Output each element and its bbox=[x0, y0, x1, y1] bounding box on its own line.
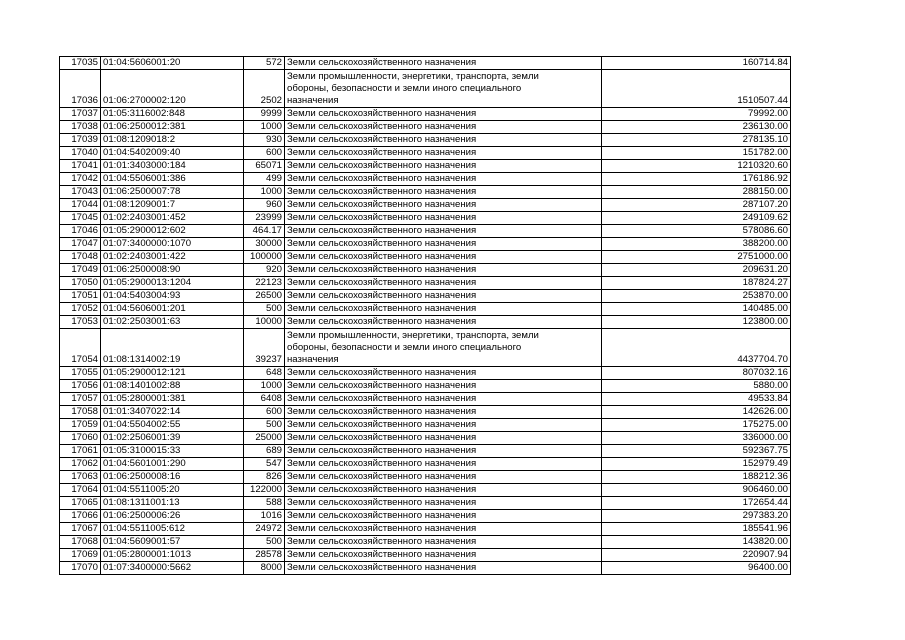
table-row bbox=[60, 290, 791, 303]
area-cell: 572 bbox=[244, 57, 285, 70]
land-category-text: Земли сельскохозяйственного назначения bbox=[287, 316, 477, 327]
cadastral-value-cell: 388200.00 bbox=[602, 238, 791, 251]
land-category-text: Земли сельскохозяйственного назначения bbox=[287, 212, 477, 223]
table-row bbox=[60, 238, 791, 251]
cadastral-value-cell: 188212.36 bbox=[602, 471, 791, 484]
cadastral-value-cell: 906460.00 bbox=[602, 484, 791, 497]
cadastral-value-cell: 253870.00 bbox=[602, 290, 791, 303]
land-category-cell bbox=[285, 484, 602, 497]
cadastral-number-cell: 01:05:2900012:602 bbox=[101, 225, 244, 238]
cadastral-number-cell: 01:04:5402009:40 bbox=[101, 147, 244, 160]
area-cell: 1000 bbox=[244, 380, 285, 393]
land-category-cell bbox=[285, 225, 602, 238]
table-row bbox=[60, 225, 791, 238]
cadastral-number-cell: 01:05:2900012:121 bbox=[101, 367, 244, 380]
table-row bbox=[60, 445, 791, 458]
table-row bbox=[60, 497, 791, 510]
cadastral-value-cell: 592367.75 bbox=[602, 445, 791, 458]
land-category-text: Земли сельскохозяйственного назначения bbox=[287, 419, 477, 430]
cadastral-number-cell: 01:08:1314002:19 bbox=[101, 329, 244, 367]
cadastral-number-cell: 01:02:2403001:452 bbox=[101, 212, 244, 225]
cadastral-number-cell: 01:01:3403000:184 bbox=[101, 160, 244, 173]
table-row bbox=[60, 510, 791, 523]
row-id-cell: 17051 bbox=[60, 290, 101, 303]
row-id-cell: 17035 bbox=[60, 57, 101, 70]
row-id-cell: 17038 bbox=[60, 121, 101, 134]
row-id-cell: 17066 bbox=[60, 510, 101, 523]
area-cell: 500 bbox=[244, 303, 285, 316]
row-id-cell: 17053 bbox=[60, 316, 101, 329]
table-row bbox=[60, 134, 791, 147]
table-row bbox=[60, 121, 791, 134]
cadastral-number-cell: 01:06:2500008:90 bbox=[101, 264, 244, 277]
land-category-text: Земли сельскохозяйственного назначения bbox=[287, 393, 477, 404]
area-cell: 24972 bbox=[244, 523, 285, 536]
land-category-text: Земли сельскохозяйственного назначения bbox=[287, 406, 477, 417]
land-category-text: Земли сельскохозяйственного назначения bbox=[287, 303, 477, 314]
land-category-cell bbox=[285, 121, 602, 134]
cadastral-number-cell: 01:05:2800001:381 bbox=[101, 393, 244, 406]
cadastral-value-cell: 209631.20 bbox=[602, 264, 791, 277]
land-category-text: Земли сельскохозяйственного назначения bbox=[287, 238, 477, 249]
land-category-cell bbox=[285, 303, 602, 316]
land-category-cell bbox=[285, 367, 602, 380]
land-category-cell bbox=[285, 510, 602, 523]
area-cell: 30000 bbox=[244, 238, 285, 251]
cadastral-value-cell: 578086.60 bbox=[602, 225, 791, 238]
land-category-text: Земли сельскохозяйственного назначения bbox=[287, 510, 477, 521]
table-row bbox=[60, 432, 791, 445]
land-category-text: назначения bbox=[287, 354, 339, 365]
land-category-text: Земли сельскохозяйственного назначения bbox=[287, 471, 477, 482]
cadastral-number-cell: 01:04:5511005:612 bbox=[101, 523, 244, 536]
cadastral-number-cell: 01:05:2800001:1013 bbox=[101, 549, 244, 562]
table-row bbox=[60, 199, 791, 212]
area-cell: 39237 bbox=[244, 329, 285, 367]
area-cell: 600 bbox=[244, 406, 285, 419]
row-id-cell: 17041 bbox=[60, 160, 101, 173]
land-category-cell bbox=[285, 549, 602, 562]
table-row bbox=[60, 367, 791, 380]
cadastral-value-cell: 4437704.70 bbox=[602, 329, 791, 367]
cadastral-value-cell: 143820.00 bbox=[602, 536, 791, 549]
area-cell: 122000 bbox=[244, 484, 285, 497]
table-row bbox=[60, 264, 791, 277]
cadastral-number-cell: 01:04:5606001:20 bbox=[101, 57, 244, 70]
area-cell: 1016 bbox=[244, 510, 285, 523]
land-category-text: Земли сельскохозяйственного назначения bbox=[287, 108, 477, 119]
land-category-text: Земли сельскохозяйственного назначения bbox=[287, 536, 477, 547]
land-category-text: Земли сельскохозяйственного назначения bbox=[287, 562, 477, 573]
area-cell: 600 bbox=[244, 147, 285, 160]
cadastral-number-cell: 01:06:2700002:120 bbox=[101, 70, 244, 108]
land-category-cell bbox=[285, 316, 602, 329]
cadastral-value-cell: 79992.00 bbox=[602, 108, 791, 121]
area-cell: 826 bbox=[244, 471, 285, 484]
cadastral-number-cell: 01:04:5609001:57 bbox=[101, 536, 244, 549]
cadastral-value-cell: 176186.92 bbox=[602, 173, 791, 186]
row-id-cell: 17069 bbox=[60, 549, 101, 562]
cadastral-value-cell: 1510507.44 bbox=[602, 70, 791, 108]
cadastral-number-cell: 01:04:5506001:386 bbox=[101, 173, 244, 186]
row-id-cell: 17065 bbox=[60, 497, 101, 510]
cadastral-value-cell: 185541.96 bbox=[602, 523, 791, 536]
area-cell: 930 bbox=[244, 134, 285, 147]
land-category-text: Земли сельскохозяйственного назначения bbox=[287, 186, 477, 197]
table-row bbox=[60, 549, 791, 562]
cadastral-number-cell: 01:08:1209001:7 bbox=[101, 199, 244, 212]
land-category-text: Земли сельскохозяйственного назначения bbox=[287, 432, 477, 443]
area-cell: 10000 bbox=[244, 316, 285, 329]
table-row bbox=[60, 70, 791, 108]
land-category-cell bbox=[285, 277, 602, 290]
table-row bbox=[60, 458, 791, 471]
row-id-cell: 17048 bbox=[60, 251, 101, 264]
table-row bbox=[60, 186, 791, 199]
row-id-cell: 17052 bbox=[60, 303, 101, 316]
area-cell: 920 bbox=[244, 264, 285, 277]
land-category-text: Земли промышленности, энергетики, транспорта, земли bbox=[287, 330, 539, 341]
row-id-cell: 17044 bbox=[60, 199, 101, 212]
row-id-cell: 17043 bbox=[60, 186, 101, 199]
land-category-cell bbox=[285, 562, 602, 575]
land-category-cell bbox=[285, 536, 602, 549]
cadastral-number-cell: 01:04:5504002:55 bbox=[101, 419, 244, 432]
row-id-cell: 17042 bbox=[60, 173, 101, 186]
land-category-text: обороны, безопасности и земли иного специального bbox=[287, 83, 522, 94]
land-category-text: Земли сельскохозяйственного назначения bbox=[287, 173, 477, 184]
cadastral-value-cell: 220907.94 bbox=[602, 549, 791, 562]
land-category-text: Земли сельскохозяйственного назначения bbox=[287, 484, 477, 495]
table-row bbox=[60, 380, 791, 393]
table-row bbox=[60, 484, 791, 497]
land-category-cell bbox=[285, 57, 602, 70]
area-cell: 499 bbox=[244, 173, 285, 186]
row-id-cell: 17064 bbox=[60, 484, 101, 497]
area-cell: 960 bbox=[244, 199, 285, 212]
row-id-cell: 17039 bbox=[60, 134, 101, 147]
land-category-cell bbox=[285, 329, 602, 367]
land-category-text: Земли сельскохозяйственного назначения bbox=[287, 160, 477, 171]
cadastral-value-cell: 152979.49 bbox=[602, 458, 791, 471]
area-cell: 547 bbox=[244, 458, 285, 471]
table-row bbox=[60, 419, 791, 432]
land-category-cell bbox=[285, 393, 602, 406]
cadastral-number-cell: 01:06:2500006:26 bbox=[101, 510, 244, 523]
area-cell: 500 bbox=[244, 536, 285, 549]
land-category-text: назначения bbox=[287, 95, 339, 106]
area-cell: 464.17 bbox=[244, 225, 285, 238]
land-category-cell bbox=[285, 212, 602, 225]
cadastral-value-cell: 2751000.00 bbox=[602, 251, 791, 264]
area-cell: 8000 bbox=[244, 562, 285, 575]
land-category-text: Земли сельскохозяйственного назначения bbox=[287, 497, 477, 508]
cadastral-value-cell: 287107.20 bbox=[602, 199, 791, 212]
area-cell: 22123 bbox=[244, 277, 285, 290]
cadastral-value-cell: 49533.84 bbox=[602, 393, 791, 406]
row-id-cell: 17063 bbox=[60, 471, 101, 484]
cadastral-number-cell: 01:05:2900013:1204 bbox=[101, 277, 244, 290]
land-category-cell bbox=[285, 173, 602, 186]
land-category-cell bbox=[285, 134, 602, 147]
land-category-text: Земли сельскохозяйственного назначения bbox=[287, 458, 477, 469]
row-id-cell: 17055 bbox=[60, 367, 101, 380]
row-id-cell: 17060 bbox=[60, 432, 101, 445]
cadastral-value-cell: 187824.27 bbox=[602, 277, 791, 290]
row-id-cell: 17047 bbox=[60, 238, 101, 251]
area-cell: 25000 bbox=[244, 432, 285, 445]
cadastral-number-cell: 01:06:2500008:16 bbox=[101, 471, 244, 484]
row-id-cell: 17040 bbox=[60, 147, 101, 160]
land-category-cell bbox=[285, 471, 602, 484]
cadastral-number-cell: 01:08:1209018:2 bbox=[101, 134, 244, 147]
land-category-cell bbox=[285, 160, 602, 173]
land-category-cell bbox=[285, 186, 602, 199]
land-category-text: Земли сельскохозяйственного назначения bbox=[287, 290, 477, 301]
land-category-cell bbox=[285, 251, 602, 264]
row-id-cell: 17045 bbox=[60, 212, 101, 225]
land-category-text: Земли сельскохозяйственного назначения bbox=[287, 523, 477, 534]
table-row bbox=[60, 212, 791, 225]
cadastral-number-cell: 01:04:5606001:201 bbox=[101, 303, 244, 316]
land-category-text: Земли сельскохозяйственного назначения bbox=[287, 380, 477, 391]
cadastral-number-cell: 01:06:2500012:381 bbox=[101, 121, 244, 134]
cadastral-number-cell: 01:02:2503001:63 bbox=[101, 316, 244, 329]
land-category-text: Земли сельскохозяйственного назначения bbox=[287, 199, 477, 210]
cadastral-number-cell: 01:04:5403004:93 bbox=[101, 290, 244, 303]
cadastral-value-cell: 288150.00 bbox=[602, 186, 791, 199]
table-row bbox=[60, 329, 791, 367]
area-cell: 2502 bbox=[244, 70, 285, 108]
area-cell: 648 bbox=[244, 367, 285, 380]
cadastral-number-cell: 01:02:2506001:39 bbox=[101, 432, 244, 445]
cadastral-number-cell: 01:08:1401002:88 bbox=[101, 380, 244, 393]
land-category-text: Земли сельскохозяйственного назначения bbox=[287, 367, 477, 378]
land-category-cell bbox=[285, 108, 602, 121]
land-category-text: Земли сельскохозяйственного назначения bbox=[287, 445, 477, 456]
land-category-cell bbox=[285, 290, 602, 303]
land-category-text: Земли сельскохозяйственного назначения bbox=[287, 549, 477, 560]
table-row bbox=[60, 57, 791, 70]
area-cell: 23999 bbox=[244, 212, 285, 225]
table-row bbox=[60, 562, 791, 575]
land-category-text: обороны, безопасности и земли иного специального bbox=[287, 342, 522, 353]
row-id-cell: 17037 bbox=[60, 108, 101, 121]
cadastral-number-cell: 01:04:5601001:290 bbox=[101, 458, 244, 471]
land-category-text: Земли сельскохозяйственного назначения bbox=[287, 264, 477, 275]
land-category-cell bbox=[285, 458, 602, 471]
land-category-text: Земли промышленности, энергетики, транспорта, земли bbox=[287, 71, 539, 82]
land-category-cell bbox=[285, 264, 602, 277]
row-id-cell: 17062 bbox=[60, 458, 101, 471]
land-category-cell bbox=[285, 523, 602, 536]
table-row bbox=[60, 406, 791, 419]
cadastral-value-cell: 236130.00 bbox=[602, 121, 791, 134]
land-category-cell bbox=[285, 199, 602, 212]
table-row bbox=[60, 147, 791, 160]
land-category-cell bbox=[285, 147, 602, 160]
row-id-cell: 17054 bbox=[60, 329, 101, 367]
row-id-cell: 17050 bbox=[60, 277, 101, 290]
land-plots-table bbox=[59, 56, 791, 575]
land-category-cell bbox=[285, 238, 602, 251]
cadastral-value-cell: 96400.00 bbox=[602, 562, 791, 575]
table-row bbox=[60, 523, 791, 536]
land-category-text: Земли сельскохозяйственного назначения bbox=[287, 57, 477, 68]
cadastral-value-cell: 297383.20 bbox=[602, 510, 791, 523]
land-category-text: Земли сельскохозяйственного назначения bbox=[287, 225, 477, 236]
cadastral-number-cell: 01:06:2500007:78 bbox=[101, 186, 244, 199]
row-id-cell: 17046 bbox=[60, 225, 101, 238]
cadastral-value-cell: 142626.00 bbox=[602, 406, 791, 419]
land-category-cell bbox=[285, 406, 602, 419]
area-cell: 1000 bbox=[244, 186, 285, 199]
area-cell: 500 bbox=[244, 419, 285, 432]
table-row bbox=[60, 471, 791, 484]
land-category-text: Земли сельскохозяйственного назначения bbox=[287, 121, 477, 132]
row-id-cell: 17059 bbox=[60, 419, 101, 432]
cadastral-number-cell: 01:01:3407022:14 bbox=[101, 406, 244, 419]
area-cell: 65071 bbox=[244, 160, 285, 173]
cadastral-number-cell: 01:05:3116002:848 bbox=[101, 108, 244, 121]
row-id-cell: 17056 bbox=[60, 380, 101, 393]
area-cell: 9999 bbox=[244, 108, 285, 121]
area-cell: 1000 bbox=[244, 121, 285, 134]
cadastral-number-cell: 01:05:3100015:33 bbox=[101, 445, 244, 458]
table-row bbox=[60, 536, 791, 549]
cadastral-number-cell: 01:04:5511005:20 bbox=[101, 484, 244, 497]
table-row bbox=[60, 173, 791, 186]
cadastral-value-cell: 278135.10 bbox=[602, 134, 791, 147]
land-category-text: Земли сельскохозяйственного назначения bbox=[287, 251, 477, 262]
table-body bbox=[60, 57, 791, 575]
table-row bbox=[60, 277, 791, 290]
table-row bbox=[60, 160, 791, 173]
table-row bbox=[60, 303, 791, 316]
cadastral-value-cell: 249109.62 bbox=[602, 212, 791, 225]
table-row bbox=[60, 251, 791, 264]
row-id-cell: 17061 bbox=[60, 445, 101, 458]
row-id-cell: 17067 bbox=[60, 523, 101, 536]
cadastral-value-cell: 151782.00 bbox=[602, 147, 791, 160]
cadastral-value-cell: 1210320.60 bbox=[602, 160, 791, 173]
land-category-cell bbox=[285, 380, 602, 393]
land-category-cell bbox=[285, 419, 602, 432]
area-cell: 28578 bbox=[244, 549, 285, 562]
cadastral-value-cell: 336000.00 bbox=[602, 432, 791, 445]
cadastral-number-cell: 01:07:3400000:1070 bbox=[101, 238, 244, 251]
row-id-cell: 17036 bbox=[60, 70, 101, 108]
area-cell: 26500 bbox=[244, 290, 285, 303]
cadastral-number-cell: 01:08:1311001:13 bbox=[101, 497, 244, 510]
land-category-cell bbox=[285, 445, 602, 458]
row-id-cell: 17070 bbox=[60, 562, 101, 575]
cadastral-value-cell: 160714.84 bbox=[602, 57, 791, 70]
cadastral-value-cell: 175275.00 bbox=[602, 419, 791, 432]
land-category-cell bbox=[285, 432, 602, 445]
cadastral-value-cell: 172654.44 bbox=[602, 497, 791, 510]
land-category-text: Земли сельскохозяйственного назначения bbox=[287, 147, 477, 158]
row-id-cell: 17058 bbox=[60, 406, 101, 419]
area-cell: 588 bbox=[244, 497, 285, 510]
area-cell: 6408 bbox=[244, 393, 285, 406]
cadastral-value-cell: 140485.00 bbox=[602, 303, 791, 316]
land-category-text: Земли сельскохозяйственного назначения bbox=[287, 277, 477, 288]
area-cell: 100000 bbox=[244, 251, 285, 264]
cadastral-number-cell: 01:02:2403001:422 bbox=[101, 251, 244, 264]
cadastral-value-cell: 5880.00 bbox=[602, 380, 791, 393]
table-row bbox=[60, 316, 791, 329]
row-id-cell: 17068 bbox=[60, 536, 101, 549]
cadastral-value-cell: 807032.16 bbox=[602, 367, 791, 380]
land-category-cell bbox=[285, 70, 602, 108]
cadastral-value-cell: 123800.00 bbox=[602, 316, 791, 329]
row-id-cell: 17057 bbox=[60, 393, 101, 406]
row-id-cell: 17049 bbox=[60, 264, 101, 277]
table-row bbox=[60, 393, 791, 406]
cadastral-number-cell: 01:07:3400000:5662 bbox=[101, 562, 244, 575]
land-category-cell bbox=[285, 497, 602, 510]
table-row bbox=[60, 108, 791, 121]
land-category-text: Земли сельскохозяйственного назначения bbox=[287, 134, 477, 145]
area-cell: 689 bbox=[244, 445, 285, 458]
